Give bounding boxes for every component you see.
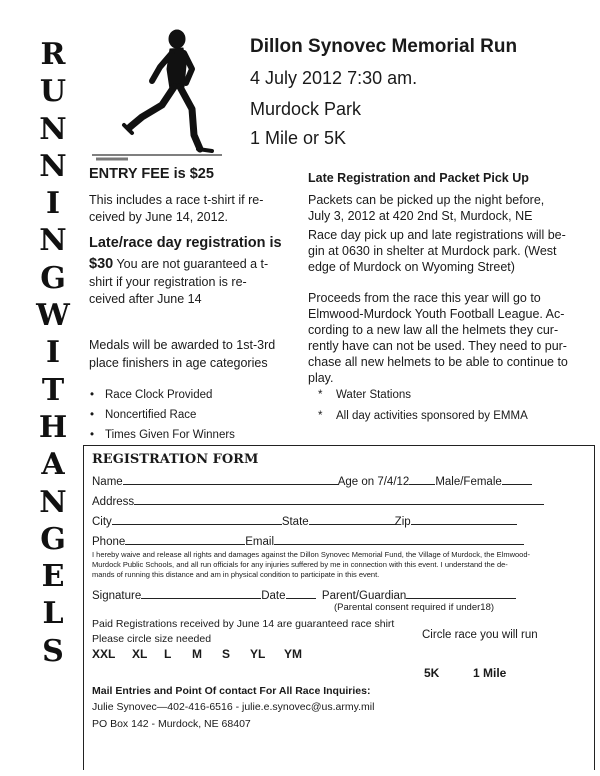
right-text-line: Packets can be picked up the night before, [308,193,545,207]
parent-note: (Parental consent required if under18) [334,602,495,613]
vertical-letter: G [40,260,66,296]
vertical-letter: S [42,633,64,669]
medals-text-line: place finishers in age categories [89,356,268,370]
event-place: Murdock Park [250,99,362,119]
right-text-line: cording to a new law all the helmets they cur- [308,323,559,337]
list-item: * Water Stations [316,385,528,406]
right-text-line: chase all new helmets to be able to continue to [308,355,568,369]
list-item: • Race Clock Provided [90,385,235,405]
size-ym[interactable]: YM [284,647,302,661]
right-text-line: Elmwood-Murdock Youth Football League. Ac- [308,307,565,321]
right-text-line: July 3, 2012 at 420 2nd St, Murdock, NE [308,209,533,223]
entry-text-line: ceived by June 14, 2012. [89,210,228,224]
right-text-line: edge of Murdock on Wyoming Street) [308,260,515,274]
size-s[interactable]: S [222,647,231,661]
features-list [90,385,235,445]
zip-field[interactable] [411,512,517,525]
late-fee-price: $30 [89,256,114,272]
vertical-letter: H [38,409,68,445]
parent-field[interactable] [406,586,516,599]
paid-note: Paid Registrations received by June 14 are guaranteed race shirt [92,618,395,630]
name-label: Name [92,476,123,488]
email-field[interactable] [274,532,524,545]
late-fee-text-line: ceived after June 14 [89,292,202,306]
late-registration-heading: Late Registration and Packet Pick Up [308,171,529,185]
vertical-letter: N [39,111,67,147]
race-1mile-option[interactable]: 1 Mile [473,666,507,680]
vertical-letter: N [39,148,67,184]
vertical-letter: G [40,521,66,557]
vertical-letter: A [41,447,65,483]
signature-label: Signature [92,590,142,602]
sex-label: Male/Female [435,476,502,488]
list-item: • Times Given For Winners [90,425,235,445]
form-title: REGISTRATION FORM [92,452,259,467]
state-field[interactable] [309,512,395,525]
address-label: Address [92,496,135,508]
vertical-title [28,36,78,670]
late-fee-heading: Late/race day registration is [89,235,282,251]
event-title: Dillon Synovec Memorial Run [250,36,518,57]
entry-fee-heading: ENTRY FEE is $25 [89,166,214,182]
sex-field[interactable] [502,472,532,485]
size-label: Please circle size needed [92,633,212,645]
waiver-line: Murdock Public Schools, and all run officials for any injuries suffered by me in connection with this event. I understand the de- [92,560,508,569]
registration-form [83,445,595,770]
date-label: Date [261,590,286,602]
phone-field[interactable] [125,532,245,545]
city-label: City [92,516,112,528]
state-label: State [281,516,309,528]
right-text-line: Race day pick up and late registrations will be- [308,228,566,242]
city-field[interactable] [112,512,282,525]
address-row [92,492,588,510]
vertical-letter: L [42,596,64,632]
entry-text-line: This includes a race t-shirt if re- [89,193,264,207]
vertical-letter: E [41,559,65,595]
zip-label: Zip [394,516,411,528]
size-l[interactable]: L [164,647,172,661]
waiver-line: I hereby waive and release all rights and damages against the Dillon Synovec Memorial Fund, the Village of Murdock, the Elmwood- [92,550,531,559]
mail-heading: Mail Entries and Point Of contact For All Race Inquiries: [92,685,371,697]
phone-row [92,532,588,550]
race-5k-option[interactable]: 5K [424,666,440,680]
name-row [92,472,588,490]
list-item: * All day activities sponsored by EMMA [316,406,528,427]
po-box: PO Box 142 - Murdock, NE 68407 [92,718,251,730]
size-xxl[interactable]: XXL [92,647,116,661]
right-text-line: gin at 0630 in shelter at Murdock park. (West [308,244,557,258]
event-date: 4 July 2012 7:30 am. [250,68,418,88]
late-fee-text: You are not guaranteed a t- [113,257,269,271]
parent-label: Parent/Guardian [321,590,407,602]
signature-field[interactable] [141,586,261,599]
size-m[interactable]: M [192,647,202,661]
city-row [92,512,588,530]
right-text-line: play. [308,371,334,385]
vertical-letter: N [39,223,67,259]
date-field[interactable] [286,586,316,599]
runner-illustration [82,25,232,165]
right-text-line: Proceeds from the race this year will go to [308,291,541,305]
late-fee-line [89,256,268,273]
vertical-letter: U [39,74,67,110]
list-item: • Noncertified Race [90,405,235,425]
right-text-line: rently have can not be used. They need to pur- [308,339,567,353]
vertical-letter: N [39,484,67,520]
contact-info: Julie Synovec—402-416-6516 - julie.e.synovec@us.army.mil [92,701,375,713]
name-field[interactable] [123,472,338,485]
email-label: Email [245,536,275,548]
address-field[interactable] [134,492,544,505]
size-yl[interactable]: YL [250,647,266,661]
size-options [92,647,314,661]
waiver-line: mands of running this distance and am in physical condition to participate in this event. [92,570,380,579]
age-field[interactable] [409,472,435,485]
size-xl[interactable]: XL [132,647,148,661]
vertical-letter: I [45,335,61,371]
vertical-letter: I [45,186,61,222]
amenities-list [316,385,528,427]
age-label: Age on 7/4/12 [337,476,410,488]
vertical-letter: R [40,37,66,72]
vertical-letter: W [36,298,70,334]
medals-text-line: Medals will be awarded to 1st-3rd [89,338,276,352]
event-distance: 1 Mile or 5K [250,128,347,148]
race-label: Circle race you will run [422,629,538,641]
late-fee-text-line: shirt if your registration is re- [89,275,247,289]
vertical-letter: T [41,372,65,408]
phone-label: Phone [92,536,126,548]
